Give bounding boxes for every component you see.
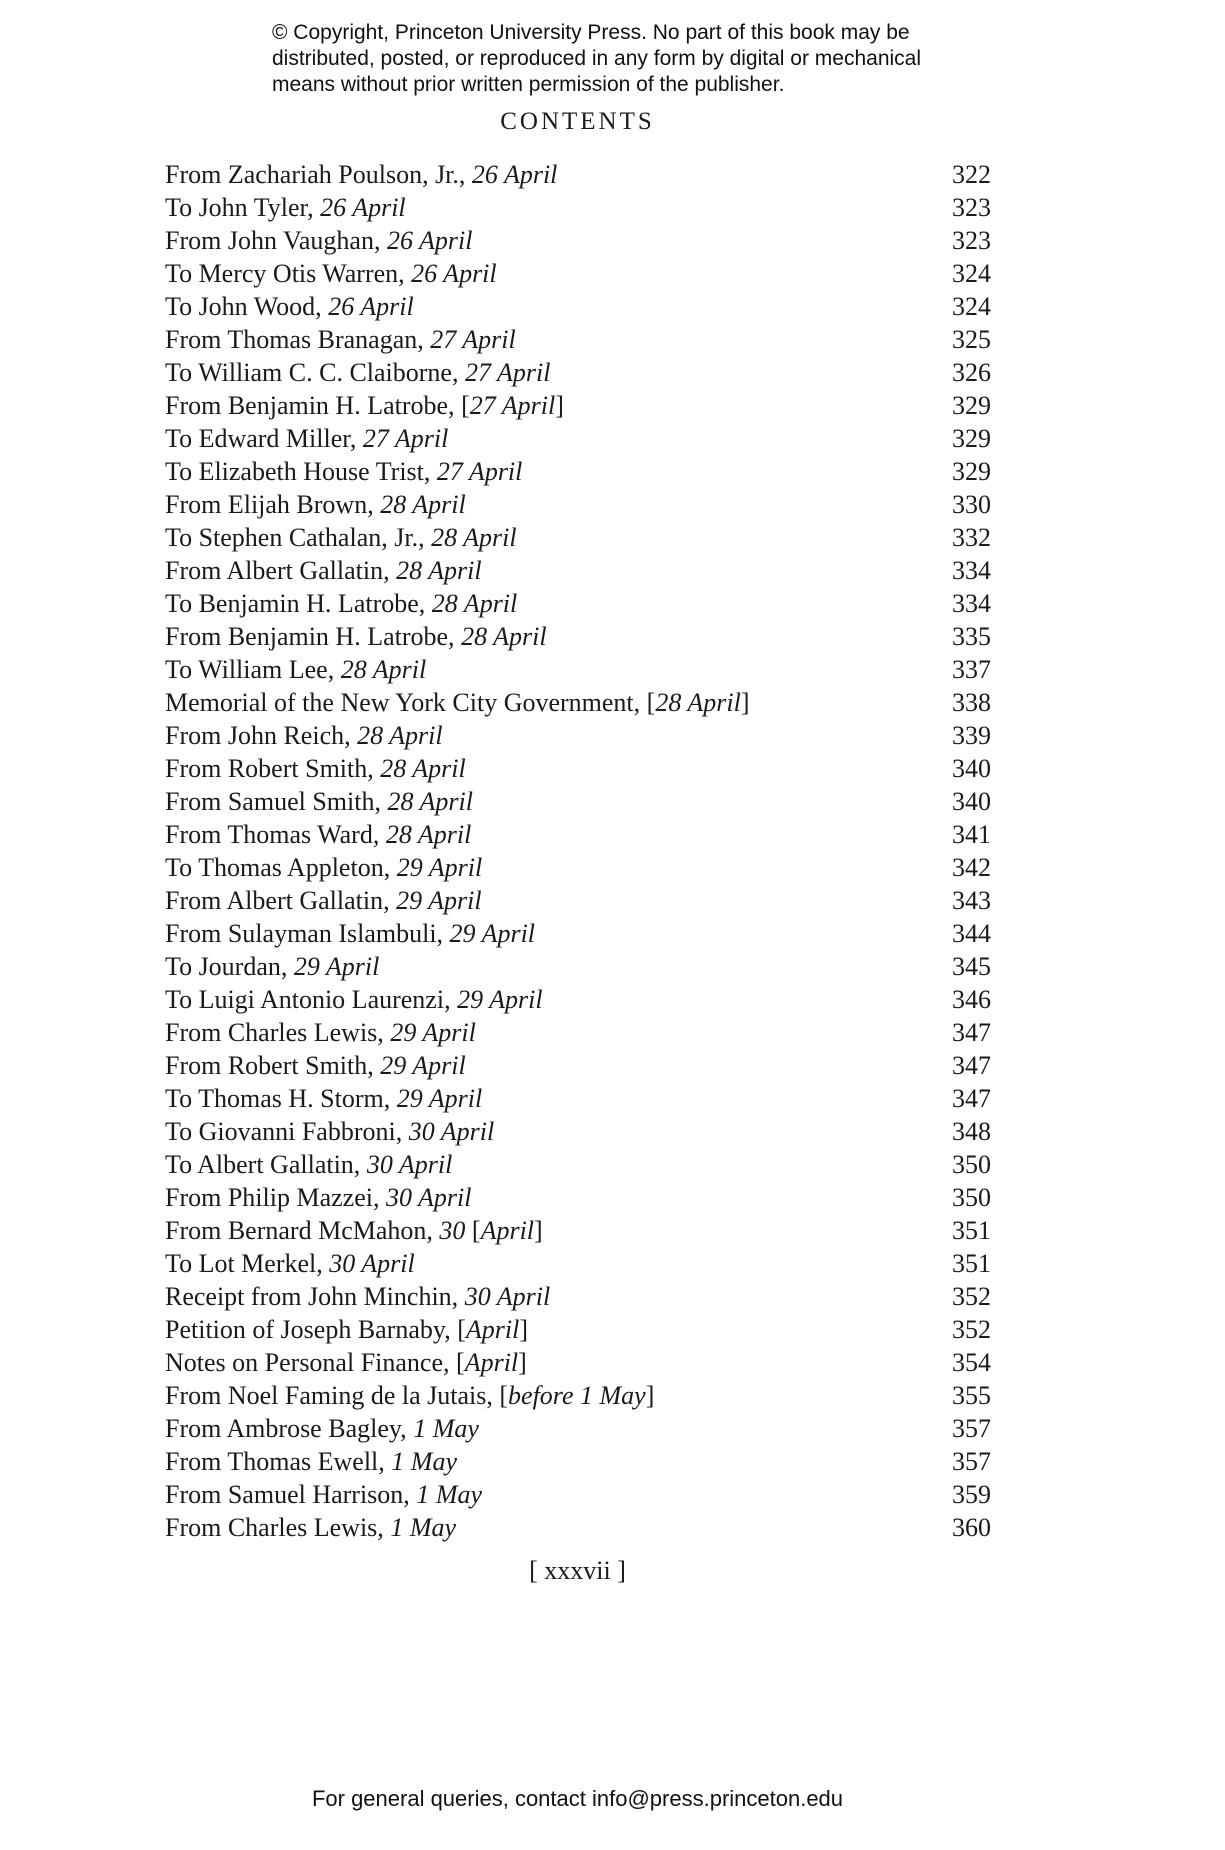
toc-entry	[165, 1379, 991, 1412]
toc-entry-page: 360	[952, 1513, 991, 1542]
toc-entry-page: 341	[952, 820, 991, 849]
toc-entry-title	[165, 950, 379, 983]
toc-entry-title	[165, 158, 557, 191]
toc-entry-correspondent: From Albert Gallatin,	[165, 886, 397, 915]
toc-entry-page: 339	[952, 721, 991, 750]
toc-entry	[165, 1148, 991, 1181]
toc-entry-correspondent: From Zachariah Poulson, Jr.,	[165, 160, 472, 189]
toc-entry	[165, 356, 991, 389]
toc-entry	[165, 422, 991, 455]
toc-entry-date: 27 April	[464, 358, 551, 387]
toc-entry-bracket-open: [	[457, 1315, 466, 1344]
toc-entry-title	[165, 1016, 476, 1049]
toc-entry	[165, 257, 991, 290]
toc-entry-page: 329	[952, 457, 991, 486]
toc-entry	[165, 686, 991, 719]
toc-entry-title	[165, 257, 497, 290]
toc-entry	[165, 455, 991, 488]
toc-entry-page: 351	[952, 1216, 991, 1245]
toc-entry-correspondent: To Albert Gallatin,	[165, 1150, 367, 1179]
toc-entry-page: 340	[952, 754, 991, 783]
toc-entry-date: 29 April	[449, 919, 536, 948]
toc-entry-correspondent: Receipt from John Minchin,	[165, 1282, 465, 1311]
toc-entry-title	[165, 884, 482, 917]
toc-entry-correspondent: From Benjamin H. Latrobe,	[165, 622, 462, 651]
toc-entry	[165, 1412, 991, 1445]
toc-entry-bracket-close: ]	[555, 391, 564, 420]
toc-entry-title	[165, 389, 564, 422]
toc-entry-page: 323	[952, 226, 991, 255]
toc-entry-title	[165, 191, 406, 224]
toc-entry-title	[165, 1049, 466, 1082]
toc-entry-correspondent: From Thomas Ewell,	[165, 1447, 392, 1476]
toc-entry-correspondent: To Giovanni Fabbroni,	[165, 1117, 409, 1146]
toc-entry-correspondent: From John Vaughan,	[165, 226, 387, 255]
toc-entry-date: 26 April	[320, 193, 406, 222]
toc-entry	[165, 884, 991, 917]
toc-entry-page: 334	[952, 589, 991, 618]
toc-entry-page: 323	[952, 193, 991, 222]
toc-entry	[165, 521, 991, 554]
toc-entry-date: 29 April	[396, 1084, 483, 1113]
toc-entry-correspondent: From Sulayman Islambuli,	[165, 919, 450, 948]
toc-entry-correspondent: From Elijah Brown,	[165, 490, 381, 519]
toc-entry-title	[165, 1445, 457, 1478]
toc-entry-title	[165, 1214, 543, 1247]
toc-entry-correspondent: To Stephen Cathalan, Jr.,	[165, 523, 432, 552]
toc-entry-bracket-open: [	[471, 1216, 481, 1245]
toc-entry-correspondent: From Charles Lewis,	[165, 1513, 391, 1542]
toc-entry-correspondent: From Bernard McMahon,	[165, 1216, 440, 1245]
toc-entry-page: 344	[952, 919, 991, 948]
toc-entry-correspondent: To William C. C. Claiborne,	[165, 358, 465, 387]
toc-entry-date: 29 April	[380, 1051, 466, 1080]
toc-entry-title	[165, 1478, 482, 1511]
toc-entry-date: 28 April	[431, 589, 518, 618]
toc-entry-date: April	[480, 1216, 535, 1245]
toc-entry-correspondent: From Albert Gallatin,	[165, 556, 397, 585]
toc-entry-page: 355	[952, 1381, 991, 1410]
toc-entry	[165, 752, 991, 785]
toc-entry-date: 28 April	[357, 721, 443, 750]
toc-entry-page: 343	[952, 886, 991, 915]
toc-entry-page: 325	[952, 325, 991, 354]
toc-entry	[165, 554, 991, 587]
toc-entry-date: April	[464, 1348, 519, 1377]
toc-entry-correspondent: To Lot Merkel,	[165, 1249, 330, 1278]
toc-entry-title	[165, 1280, 550, 1313]
toc-entry-title	[165, 1247, 415, 1280]
toc-entry-correspondent: To John Tyler,	[165, 193, 321, 222]
toc-entry-title	[165, 224, 472, 257]
toc-entry-correspondent: To Thomas H. Storm,	[165, 1084, 397, 1113]
toc-entry-correspondent: Memorial of the New York City Government,	[165, 688, 647, 717]
toc-entry-page: 335	[952, 622, 991, 651]
toc-entry	[165, 851, 991, 884]
toc-entry-correspondent: To Jourdan,	[165, 952, 294, 981]
toc-entry-title	[165, 917, 535, 950]
toc-entry-title	[165, 356, 550, 389]
toc-entry-correspondent: From Samuel Harrison,	[165, 1480, 417, 1509]
toc-entry-page: 357	[952, 1414, 991, 1443]
toc-entry-correspondent: Notes on Personal Finance,	[165, 1348, 457, 1377]
toc-entry-bracket-open: [	[461, 391, 470, 420]
toc-entry-page: 354	[952, 1348, 991, 1377]
toc-entry-date: 30 April	[366, 1150, 453, 1179]
toc-entry-title	[165, 719, 443, 752]
page-heading: CONTENTS	[500, 108, 655, 135]
toc-entry-date: 28 April	[380, 490, 466, 519]
contents-list	[165, 158, 991, 1544]
toc-entry-page: 338	[952, 688, 991, 717]
toc-entry-title	[165, 1412, 479, 1445]
toc-entry-date: 1 May	[390, 1513, 457, 1542]
toc-entry-bracket-close: ]	[534, 1216, 543, 1245]
toc-entry-date: 28 April	[380, 754, 466, 783]
toc-entry-date: 26 April	[471, 160, 558, 189]
toc-entry	[165, 191, 991, 224]
toc-entry-title	[165, 554, 482, 587]
toc-entry	[165, 719, 991, 752]
toc-entry-date: 29 April	[396, 886, 482, 915]
toc-entry-title	[165, 983, 543, 1016]
toc-entry-page: 337	[952, 655, 991, 684]
toc-entry-title	[165, 455, 522, 488]
toc-entry-date: 27 April	[430, 325, 516, 354]
toc-entry-date: before 1 May	[508, 1381, 646, 1410]
toc-entry-page: 357	[952, 1447, 991, 1476]
toc-entry-title	[165, 1379, 654, 1412]
toc-entry-date: 27 April	[469, 391, 556, 420]
toc-entry-page: 332	[952, 523, 991, 552]
toc-entry-date: 29 April	[390, 1018, 476, 1047]
toc-entry	[165, 818, 991, 851]
toc-entry	[165, 983, 991, 1016]
toc-entry	[165, 224, 991, 257]
toc-entry-title	[165, 785, 473, 818]
toc-entry-correspondent: To John Wood,	[165, 292, 329, 321]
copyright-line: means without prior written permission of the publisher.	[272, 73, 785, 96]
toc-entry-page: 329	[952, 391, 991, 420]
toc-entry-date: 29 April	[293, 952, 380, 981]
toc-entry	[165, 1445, 991, 1478]
toc-entry	[165, 1016, 991, 1049]
toc-entry-bracket-close: ]	[645, 1381, 655, 1410]
toc-entry-date: 26 April	[328, 292, 414, 321]
toc-entry-title	[165, 290, 414, 323]
toc-entry-correspondent: To William Lee,	[165, 655, 341, 684]
toc-entry-date: 28 April	[385, 820, 472, 849]
toc-entry-page: 324	[952, 292, 991, 321]
toc-entry-title	[165, 686, 750, 719]
toc-entry-date: April	[465, 1315, 520, 1344]
toc-entry	[165, 290, 991, 323]
toc-entry-title	[165, 1148, 452, 1181]
toc-entry-title	[165, 1181, 471, 1214]
toc-entry-page: 345	[952, 952, 991, 981]
toc-entry	[165, 785, 991, 818]
toc-entry-correspondent: From Ambrose Bagley,	[165, 1414, 414, 1443]
toc-entry-date: 1 May	[413, 1414, 479, 1443]
toc-entry-date: 26 April	[386, 226, 473, 255]
toc-entry-title	[165, 1511, 456, 1544]
toc-entry-correspondent: To Thomas Appleton,	[165, 853, 397, 882]
toc-entry	[165, 587, 991, 620]
toc-entry-title	[165, 422, 448, 455]
toc-entry-date: 29 April	[396, 853, 483, 882]
toc-entry-correspondent: To Benjamin H. Latrobe,	[165, 589, 432, 618]
toc-entry-bracket-close: ]	[519, 1315, 529, 1344]
footer-contact: For general queries, contact info@press.princeton.edu	[311, 1786, 844, 1811]
toc-entry-bracket-open: [	[499, 1381, 509, 1410]
toc-entry-date: 28 April	[431, 523, 517, 552]
toc-entry-bracket-close: ]	[740, 688, 750, 717]
toc-entry	[165, 950, 991, 983]
toc-entry-correspondent: Petition of Joseph Barnaby,	[165, 1315, 458, 1344]
copyright-line: distributed, posted, or reproduced in any form by digital or mechanical	[272, 47, 922, 70]
toc-entry	[165, 323, 991, 356]
toc-entry-title	[165, 1313, 528, 1346]
toc-entry-title	[165, 587, 517, 620]
toc-entry-page: 351	[952, 1249, 991, 1278]
toc-entry-title	[165, 521, 517, 554]
toc-entry-bracket-close: ]	[518, 1348, 527, 1377]
toc-entry-page: 350	[952, 1150, 991, 1179]
toc-entry	[165, 1214, 991, 1247]
toc-entry-date: 27 April	[362, 424, 449, 453]
toc-entry-correspondent: From Robert Smith,	[165, 754, 381, 783]
toc-entry-title	[165, 620, 547, 653]
toc-entry-title	[165, 752, 466, 785]
toc-entry-title	[165, 323, 516, 356]
toc-entry	[165, 1313, 991, 1346]
toc-entry	[165, 1280, 991, 1313]
toc-entry-page: 347	[952, 1051, 991, 1080]
toc-entry-date: 29 April	[457, 985, 543, 1014]
toc-entry-title	[165, 1115, 494, 1148]
toc-entry-correspondent: From Benjamin H. Latrobe,	[165, 391, 462, 420]
toc-entry	[165, 1115, 991, 1148]
toc-entry-date: 26 April	[411, 259, 497, 288]
toc-entry-page: 346	[952, 985, 991, 1014]
toc-entry-correspondent: To Mercy Otis Warren,	[165, 259, 412, 288]
toc-entry	[165, 1082, 991, 1115]
toc-entry-page: 329	[952, 424, 991, 453]
toc-entry-page: 352	[952, 1315, 991, 1344]
toc-entry	[165, 620, 991, 653]
toc-entry-page: 342	[952, 853, 991, 882]
toc-entry	[165, 653, 991, 686]
toc-entry	[165, 1511, 991, 1544]
toc-entry-correspondent: From Samuel Smith,	[165, 787, 388, 816]
toc-entry-page: 322	[952, 160, 991, 189]
toc-entry-date: 1 May	[416, 1480, 483, 1509]
toc-entry-page: 347	[952, 1084, 991, 1113]
toc-entry-title	[165, 851, 482, 884]
toc-entry-date: 1 May	[391, 1447, 457, 1476]
toc-entry-correspondent: To Elizabeth House Trist,	[165, 457, 437, 486]
toc-entry-correspondent: From Thomas Ward,	[165, 820, 386, 849]
toc-entry-page: 359	[952, 1480, 991, 1509]
toc-entry-page: 330	[952, 490, 991, 519]
copyright-line: © Copyright, Princeton University Press. No part of this book may be	[272, 21, 910, 44]
toc-entry-date: 28 April	[387, 787, 473, 816]
toc-entry-date: 30	[439, 1216, 472, 1245]
page-number-folio: [ xxxvii ]	[529, 1556, 626, 1585]
toc-entry-page: 324	[952, 259, 991, 288]
toc-entry-correspondent: From John Reich,	[165, 721, 358, 750]
toc-entry-title	[165, 1082, 482, 1115]
toc-entry-correspondent: To Luigi Antonio Laurenzi,	[165, 985, 458, 1014]
toc-entry-page: 350	[952, 1183, 991, 1212]
toc-entry-date: 30 April	[408, 1117, 495, 1146]
toc-entry	[165, 1478, 991, 1511]
copyright-notice	[272, 20, 972, 98]
toc-entry-bracket-open: [	[456, 1348, 465, 1377]
toc-entry-correspondent: From Philip Mazzei,	[165, 1183, 386, 1212]
toc-entry-date: 28 April	[655, 688, 741, 717]
toc-entry-date: 28 April	[461, 622, 547, 651]
toc-entry	[165, 917, 991, 950]
toc-entry	[165, 1049, 991, 1082]
toc-entry	[165, 1346, 991, 1379]
toc-entry-correspondent: From Charles Lewis,	[165, 1018, 391, 1047]
toc-entry-title	[165, 653, 426, 686]
toc-entry-correspondent: From Noel Faming de la Jutais,	[165, 1381, 500, 1410]
toc-entry	[165, 158, 991, 191]
toc-entry-page: 326	[952, 358, 991, 387]
toc-entry-page: 334	[952, 556, 991, 585]
toc-entry-page: 352	[952, 1282, 991, 1311]
toc-entry-title	[165, 1346, 527, 1379]
toc-entry-page: 340	[952, 787, 991, 816]
toc-entry	[165, 488, 991, 521]
toc-entry-bracket-open: [	[646, 688, 656, 717]
toc-entry-date: 28 April	[396, 556, 482, 585]
toc-entry-date: 27 April	[436, 457, 523, 486]
toc-entry-date: 28 April	[340, 655, 427, 684]
toc-entry-date: 30 April	[329, 1249, 415, 1278]
toc-entry-correspondent: From Thomas Branagan,	[165, 325, 431, 354]
toc-entry	[165, 389, 991, 422]
toc-entry-date: 30 April	[385, 1183, 472, 1212]
toc-entry-page: 347	[952, 1018, 991, 1047]
toc-entry	[165, 1181, 991, 1214]
toc-entry-page: 348	[952, 1117, 991, 1146]
toc-entry-correspondent: To Edward Miller,	[165, 424, 363, 453]
toc-entry-date: 30 April	[464, 1282, 551, 1311]
toc-entry-title	[165, 818, 471, 851]
toc-entry-title	[165, 488, 466, 521]
toc-entry	[165, 1247, 991, 1280]
toc-entry-correspondent: From Robert Smith,	[165, 1051, 381, 1080]
